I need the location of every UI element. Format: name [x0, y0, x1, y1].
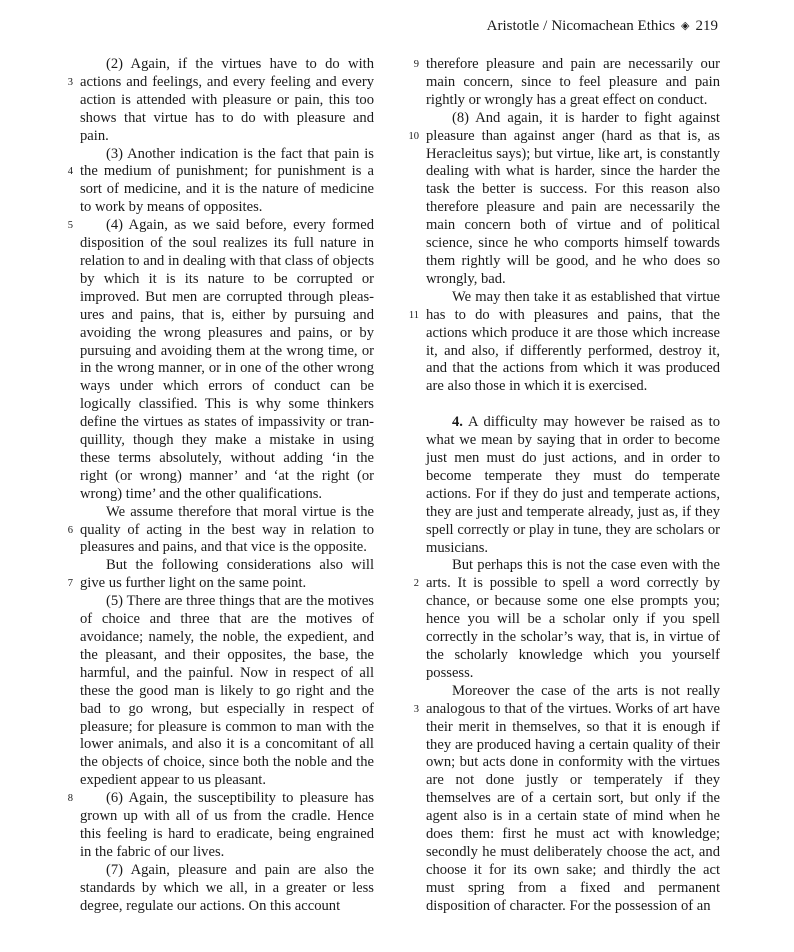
- paragraph-text: (4) Again, as we said before, every formed disposition of the soul realizes its full nature in relation to and in dealing with that class of objects by which it is its nature to be corrupted or improved. But men are corrupted through pleasures and pains, that is, either by pursuing and avoiding the wrong pleasures and pains, or by pursuing and avoiding them at the wrong time, or in the wrong manner, or in one of the other wrong ways under which errors of conduct can be logically classified. This is why some thinkers define the virtues as states of impassivity or tranquillity, though they make a mistake in using these terms absolutely, without adding ‘in the right (or wrong) manner’ and ‘at the right (or wrong) time’ and the other qualifications.: [80, 217, 374, 502]
- header-work-title: Nicomachean Ethics: [551, 18, 676, 34]
- margin-line-number: 11: [408, 309, 419, 321]
- paragraph-text: We assume therefore that moral virtue is the quality of acting in the best way in relation to pleasures and pains, and that vice is the opposite.: [80, 503, 374, 556]
- paragraph: [413, 557, 720, 682]
- paragraph: [67, 145, 374, 218]
- paragraph-text: therefore pleasure and pain are necessarily our main concern, since to feel pleasure and pain rightly or wrongly has a great effect on conduct.: [426, 56, 720, 108]
- paragraph-text: But the following considerations also will give us further light on the same point.: [80, 557, 374, 592]
- running-header: [487, 18, 718, 35]
- margin-line-number: 6: [67, 524, 73, 536]
- paragraph: [413, 56, 720, 110]
- paragraph-text: Moreover the case of the arts is not really analogous to that of the virtues. Works of art have their merit in themselves, so that it is enough if they are produced having a certain quality of their own; but acts done in conformity with the virtues are not done justly or temperately if they themselves are of a certain sort, but only if the agent also is in a certain state of mind when he does them: first he must act with knowledge; secondly he must deliberately choose the act, and choose it for its own sake; and thirdly the act must spring from a fixed and permanent disposition of character. For the possession of an: [426, 682, 720, 914]
- paragraph: [413, 682, 720, 916]
- left-column: [67, 56, 374, 916]
- paragraph-text: (5) There are three things that are the motives of choice and three that are the motives of avoidance; namely, the noble, the expedient, and the pleasant, and their opposites, the base, the harmful, and the painful. Now in respect of all these the good man is likely to go right and the bad to go wrong, but especially in respect of pleasure; for pleasure is common to man with the lower animals, and also it is a concomitant of all the objects of choice, since both the noble and the expedient appear to us pleasant.: [80, 593, 374, 789]
- paragraph: [408, 109, 720, 289]
- margin-line-number: 3: [413, 703, 419, 715]
- paragraph: [67, 557, 374, 593]
- header-separator: /: [543, 18, 548, 34]
- paragraph-text: (3) Another indication is the fact that pain is the medium of punishment; for punishment is a sort of medicine, and it is the nature of medicine to work by means of opposites.: [80, 145, 374, 216]
- paragraph-text: (2) Again, if the virtues have to do with actions and feelings, and every feeling and every action is attended with pleasure or pain, this too shows that virtue has to do with pleasure and pain.: [80, 56, 374, 144]
- paragraph: [67, 503, 374, 558]
- paragraph: [80, 862, 374, 916]
- paragraph-text: (8) And again, it is harder to fight against pleasure than against anger (hard as that is, as Heracleitus says); but virtue, like art, is constantly dealing with what is harder, since the harder the task the better is success. For this reason also therefore pleasure and pain are necessarily the main concern both of virtue and of political science, since he who comports himself towards them rightly will be good, and he who does so wrongly, bad.: [426, 109, 720, 287]
- margin-line-number: 9: [413, 59, 419, 70]
- ornament-icon: ◈: [681, 20, 690, 32]
- paragraph-text: (6) Again, the susceptibility to pleasure has grown up with all of us from the cradle. Hence this feeling is hard to eradicate, being engrained in the fabric of our lives.: [80, 790, 374, 860]
- margin-line-number: 10: [408, 130, 419, 142]
- paragraph: [67, 217, 374, 504]
- margin-line-number: 8: [67, 793, 73, 805]
- section-4-paragraph: [426, 414, 720, 557]
- paragraph-text: (7) Again, pleasure and pain are also the standards by which we all, in a greater or less degree, regulate our actions. On this account: [80, 861, 374, 914]
- paragraph: [80, 593, 374, 790]
- section-number: 4.: [452, 414, 463, 431]
- margin-line-number: 4: [67, 166, 73, 178]
- paragraph: [67, 790, 374, 862]
- paragraph: [67, 56, 374, 146]
- margin-line-number: 3: [67, 76, 73, 88]
- paragraph-text: A difficulty may however be raised as to what we mean by saying that in order to become just men must do just actions, and in order to become temperate they must do temperate actions. For if they do just and temperate actions, they are just and temperate already, just as, if they spell correctly or play in tune, they are scholars or musicians.: [426, 414, 720, 556]
- paragraph: [408, 288, 720, 396]
- paragraph-text: But perhaps this is not the case even with the arts. It is possible to spell a word correctly by chance, or because some one else prompts you; hence you will be a scholar only if you spell correctly in the scholar’s way, that is, in virtue of the scholarly knowledge which you yourself possess.: [426, 557, 720, 681]
- margin-line-number: 2: [413, 578, 419, 590]
- right-column: [408, 56, 720, 916]
- margin-line-number: 5: [67, 220, 73, 232]
- page-number: 219: [695, 18, 718, 34]
- header-author: Aristotle: [486, 18, 540, 34]
- margin-line-number: 7: [67, 578, 73, 590]
- paragraph-text: We may then take it as established that virtue has to do with pleasures and pains, that the actions which produce it are those which increase it, and also, if differently performed, destroy it, and that the actions from which it was produced are also those in which it is exercised.: [426, 288, 720, 395]
